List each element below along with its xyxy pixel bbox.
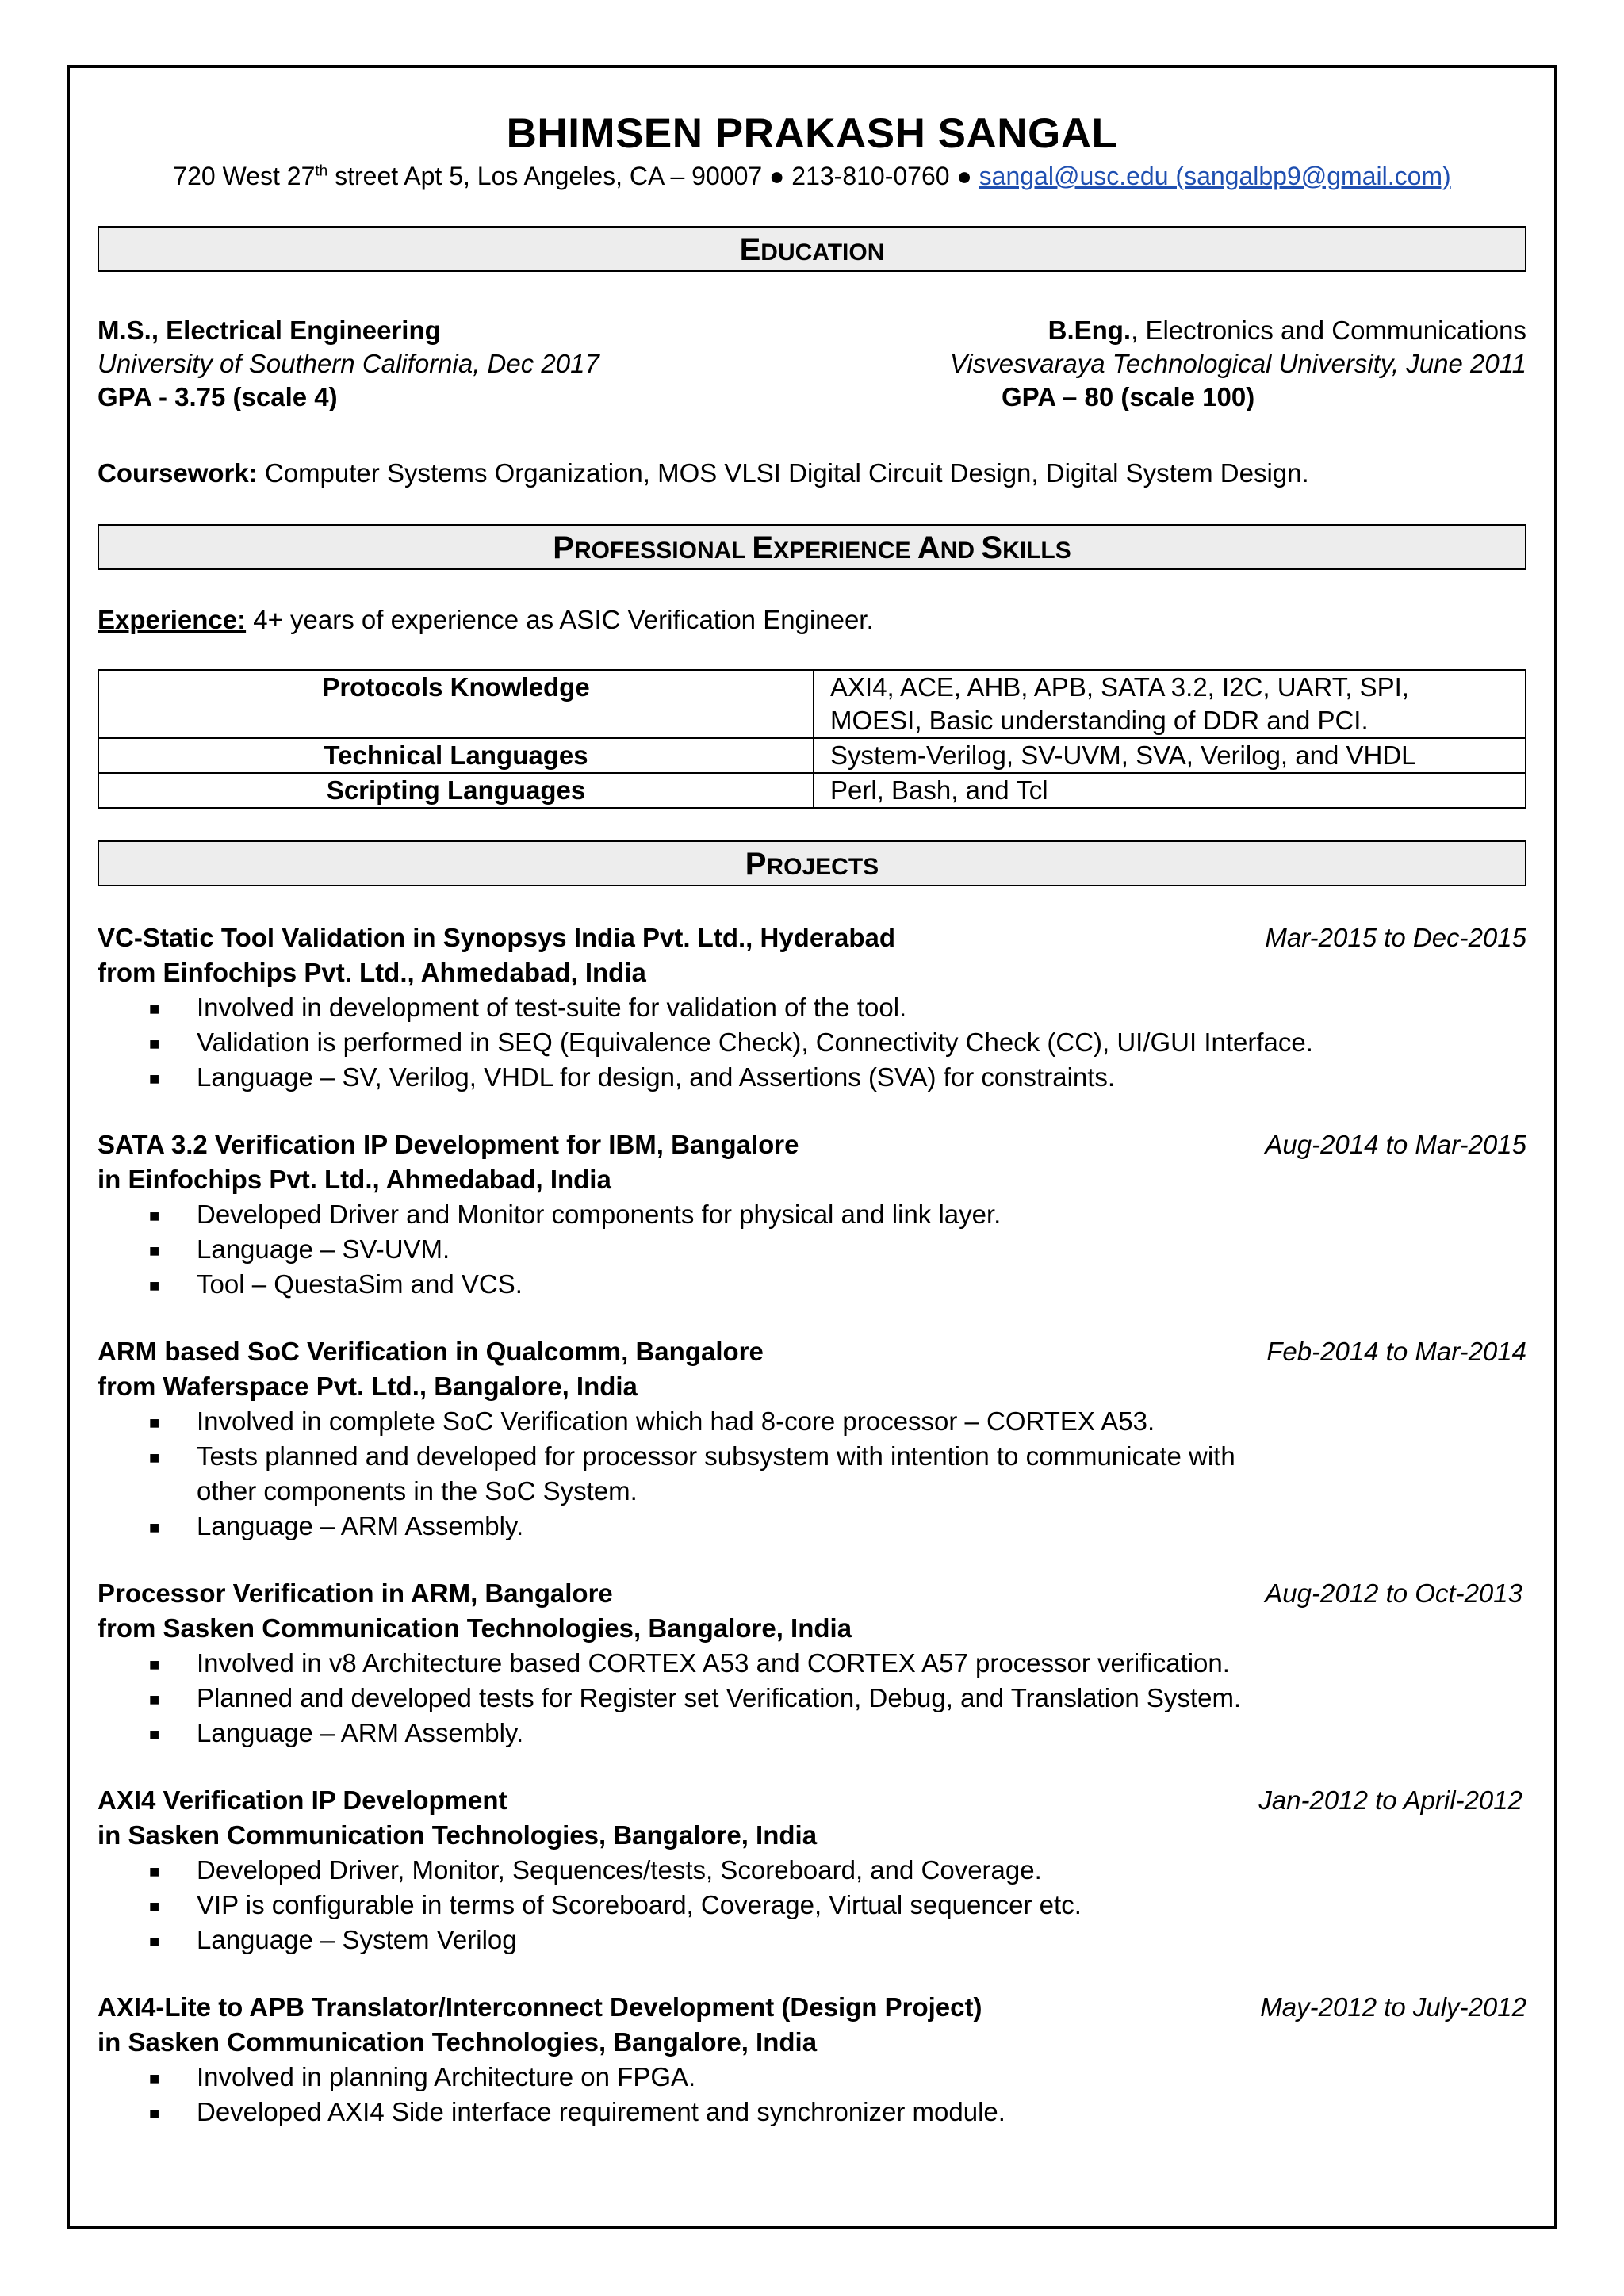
project-bullet: Tests planned and developed for processor subsystem with intention to communicate with bbox=[197, 1441, 1235, 1471]
project-subtitle: in Sasken Communication Technologies, Bangalore, India bbox=[98, 1820, 818, 1850]
project-subtitle: in Sasken Communication Technologies, Bangalore, India bbox=[98, 2027, 818, 2057]
bullet-icon: ■ bbox=[149, 1517, 160, 1537]
project-bullet: Language – SV-UVM. bbox=[197, 1234, 450, 1264]
project-title: ARM based SoC Verification in Qualcomm, Bangalore bbox=[98, 1337, 764, 1366]
project-title: Processor Verification in ARM, Bangalore bbox=[98, 1578, 613, 1608]
bullet-icon: ■ bbox=[149, 2068, 160, 2088]
experience-heading: PROFESSIONAL EXPERIENCE AND SKILLS bbox=[98, 524, 1526, 570]
project-title: AXI4-Lite to APB Translator/Interconnect Development (Design Project) bbox=[98, 1992, 982, 2022]
project-dates: Mar-2015 to Dec-2015 bbox=[1265, 923, 1526, 952]
table-row bbox=[98, 738, 1526, 773]
bullet-icon: ■ bbox=[149, 1724, 160, 1744]
project-subtitle: from Einfochips Pvt. Ltd., Ahmedabad, India bbox=[98, 958, 646, 987]
project-bullet: VIP is configurable in terms of Scoreboard, Coverage, Virtual sequencer etc. bbox=[197, 1890, 1082, 1919]
coursework: Coursework: Computer Systems Organization, MOS VLSI Digital Circuit Design, Digital System Design. bbox=[98, 458, 1309, 488]
bullet-icon: ■ bbox=[149, 999, 160, 1019]
skill-value: System-Verilog, SV-UVM, SVA, Verilog, and VHDL bbox=[814, 738, 1526, 773]
address-suffix: street Apt 5, Los Angeles, CA – 90007 ● 213-810-0760 ● bbox=[327, 162, 979, 190]
project-bullet: Language – ARM Assembly. bbox=[197, 1511, 524, 1540]
education-heading: EDUCATION bbox=[98, 226, 1526, 272]
project-bullet: Involved in planning Architecture on FPGA. bbox=[197, 2062, 696, 2091]
project-bullet: Developed Driver, Monitor, Sequences/tests, Scoreboard, and Coverage. bbox=[197, 1855, 1042, 1885]
project-title: AXI4 Verification IP Development bbox=[98, 1785, 508, 1815]
bullet-icon: ■ bbox=[149, 1862, 160, 1881]
address-prefix: 720 West 27 bbox=[173, 162, 316, 190]
project-bullet: Language – ARM Assembly. bbox=[197, 1718, 524, 1747]
bullet-icon: ■ bbox=[149, 1241, 160, 1261]
contact-line bbox=[0, 162, 1624, 191]
ms-gpa: GPA - 3.75 (scale 4) bbox=[98, 382, 338, 411]
project-bullet: Planned and developed tests for Register set Verification, Debug, and Translation System. bbox=[197, 1683, 1242, 1712]
bullet-icon: ■ bbox=[149, 1655, 160, 1674]
table-row bbox=[98, 773, 1526, 808]
skill-key: Technical Languages bbox=[98, 738, 814, 773]
project-bullet: Language – System Verilog bbox=[197, 1925, 517, 1954]
skills-table bbox=[98, 669, 1526, 809]
ms-school: University of Southern California, Dec 2017 bbox=[98, 349, 599, 378]
ms-degree: M.S., Electrical Engineering bbox=[98, 316, 441, 345]
project-bullet: Involved in v8 Architecture based CORTEX A53 and CORTEX A57 processor verification. bbox=[197, 1648, 1230, 1678]
bullet-icon: ■ bbox=[149, 1206, 160, 1226]
project-subtitle: from Sasken Communication Technologies, Bangalore, India bbox=[98, 1613, 852, 1643]
candidate-name: BHIMSEN PRAKASH SANGAL bbox=[506, 110, 1118, 157]
beng-degree: B.Eng., Electronics and Communications bbox=[1048, 316, 1526, 345]
bullet-icon: ■ bbox=[149, 2103, 160, 2123]
project-bullet: Validation is performed in SEQ (Equivalence Check), Connectivity Check (CC), UI/GUI Interface. bbox=[197, 1027, 1313, 1057]
project-title: VC-Static Tool Validation in Synopsys India Pvt. Ltd., Hyderabad bbox=[98, 923, 896, 952]
bullet-icon: ■ bbox=[149, 1413, 160, 1433]
bullet-icon: ■ bbox=[149, 1448, 160, 1468]
project-bullet: Developed AXI4 Side interface requirement and synchronizer module. bbox=[197, 2097, 1005, 2126]
project-dates: Jan-2012 to April-2012 bbox=[1258, 1785, 1522, 1815]
project-subtitle: in Einfochips Pvt. Ltd., Ahmedabad, India bbox=[98, 1165, 611, 1194]
bullet-icon: ■ bbox=[149, 1896, 160, 1916]
bullet-icon: ■ bbox=[149, 1931, 160, 1951]
bullet-icon: ■ bbox=[149, 1069, 160, 1089]
bullet-icon: ■ bbox=[149, 1689, 160, 1709]
address-sup: th bbox=[315, 163, 328, 180]
project-dates: May-2012 to July-2012 bbox=[1260, 1992, 1526, 2022]
project-title: SATA 3.2 Verification IP Development for IBM, Bangalore bbox=[98, 1130, 799, 1159]
skill-key: Scripting Languages bbox=[98, 773, 814, 808]
email-link[interactable]: sangal@usc.edu (sangalbp9@gmail.com) bbox=[979, 162, 1451, 190]
project-bullet: Tool – QuestaSim and VCS. bbox=[197, 1269, 523, 1299]
table-row bbox=[98, 670, 1526, 738]
project-bullet: Language – SV, Verilog, VHDL for design, and Assertions (SVA) for constraints. bbox=[197, 1062, 1116, 1092]
bullet-icon: ■ bbox=[149, 1276, 160, 1295]
project-dates: Feb-2014 to Mar-2014 bbox=[1266, 1337, 1526, 1366]
experience-summary: Experience: 4+ years of experience as ASIC Verification Engineer. bbox=[98, 605, 874, 634]
project-bullet: Developed Driver and Monitor components for physical and link layer. bbox=[197, 1200, 1002, 1229]
bullet-icon: ■ bbox=[149, 1034, 160, 1054]
skill-key: Protocols Knowledge bbox=[98, 670, 814, 738]
project-dates: Aug-2012 to Oct-2013 bbox=[1265, 1578, 1522, 1608]
beng-school: Visvesvaraya Technological University, June 2011 bbox=[949, 349, 1526, 378]
skill-value: Perl, Bash, and Tcl bbox=[814, 773, 1526, 808]
project-bullet-continued: other components in the SoC System. bbox=[197, 1476, 638, 1506]
beng-gpa: GPA – 80 (scale 100) bbox=[1002, 382, 1255, 411]
projects-heading: PROJECTS bbox=[98, 840, 1526, 886]
project-subtitle: from Waferspace Pvt. Ltd., Bangalore, India bbox=[98, 1372, 638, 1401]
project-dates: Aug-2014 to Mar-2015 bbox=[1265, 1130, 1526, 1159]
project-bullet: Involved in development of test-suite for validation of the tool. bbox=[197, 993, 907, 1022]
project-bullet: Involved in complete SoC Verification which had 8-core processor – CORTEX A53. bbox=[197, 1406, 1155, 1436]
skill-value: AXI4, ACE, AHB, APB, SATA 3.2, I2C, UART, SPI, MOESI, Basic understanding of DDR and PCI. bbox=[814, 670, 1526, 738]
